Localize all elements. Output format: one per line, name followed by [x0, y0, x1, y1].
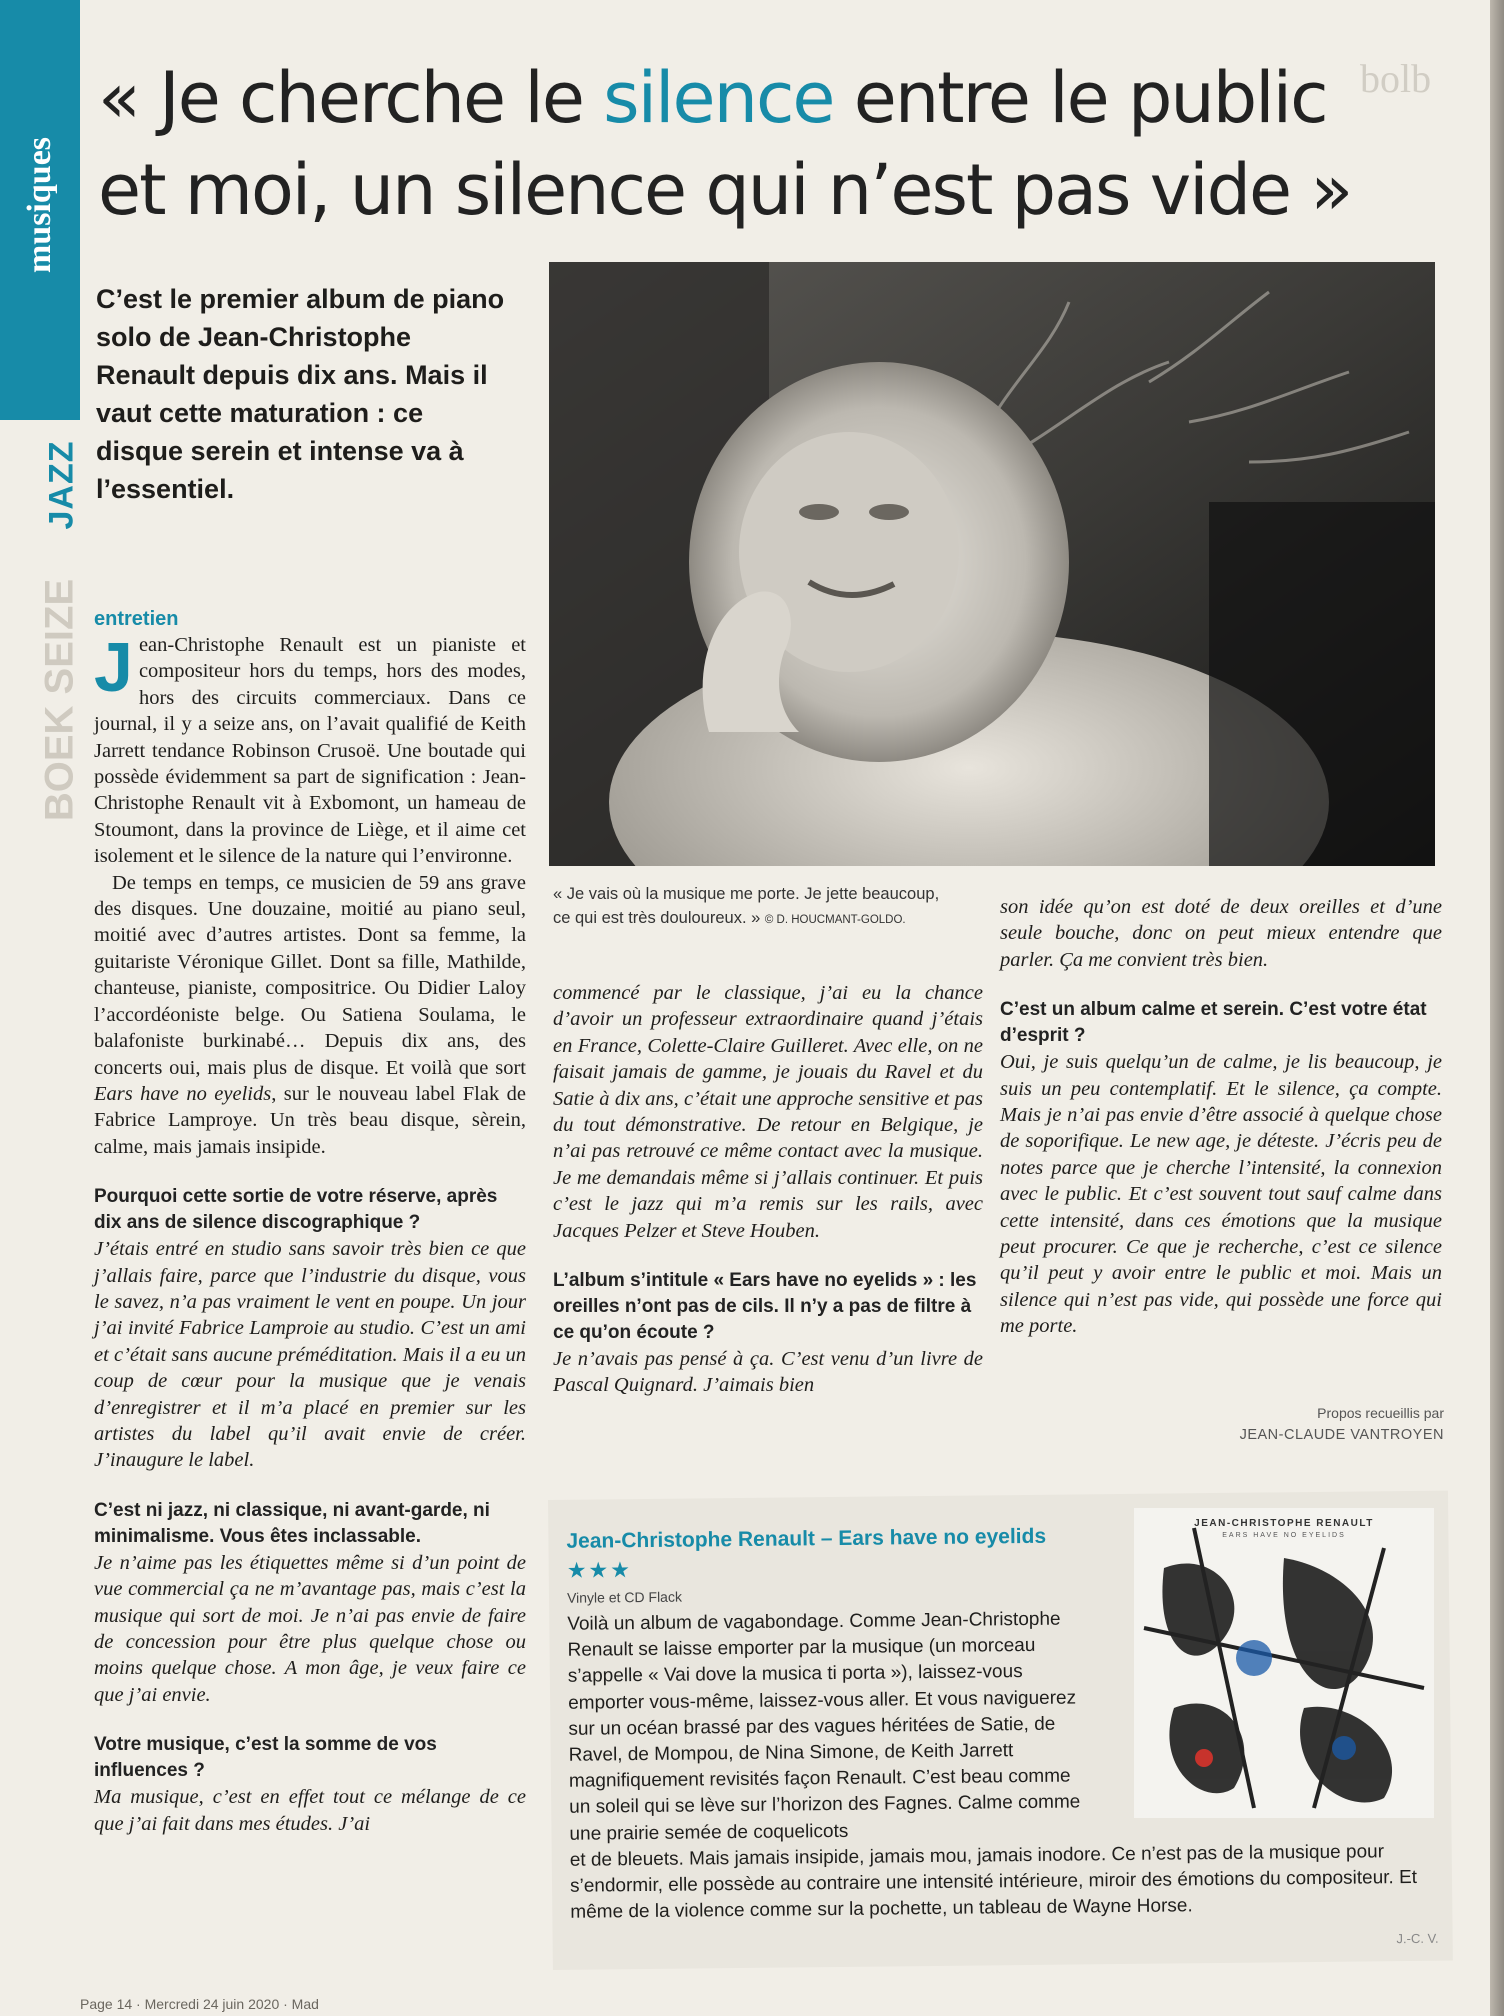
cover-album-title: EARS HAVE NO EYELIDS — [1222, 1532, 1346, 1539]
review-title: Jean-Christophe Renault – Ears have no eyelids — [566, 1524, 1047, 1553]
paragraph-text: ean-Christophe Renault est un pianiste et compositeur hors du temps, hors des modes, hors des circuits commerciaux. Dans ce journal, il y a seize ans, on l’avait qualifié de Keith Jarrett tendance Robinson Crusoë. Une boutade qui possède évidemment sa part de signification : Jean-Christophe Renault vit à Exbomont, un hameau de Stoumont, dans la province de Liège, et il aime cet isolement et le silence de la nature qui l’environne. — [94, 634, 526, 868]
cover-painting — [1134, 1508, 1434, 1818]
article-paragraph — [94, 628, 526, 870]
interview-question: Pourquoi cette sortie de votre réserve, après dix ans de silence discographique ? — [94, 1186, 498, 1234]
drop-cap: J — [94, 628, 133, 706]
headline — [98, 52, 1438, 236]
article-column-2 — [553, 980, 983, 1399]
interview-answer: Ma musique, c’est en effet tout ce mélange de ce que j’ai fait dans mes études. J’ai — [94, 1786, 526, 1835]
review-text-part: Voilà un album de vagabondage. Comme Jean-Christophe Renault se laisse emporter par la musique (un morceau s’appelle « Vai dove la musica ti porta »), laissez-vous emporter vous-même, laissez-vous aller. Et vous naviguerez sur un océan brassé par des vagues héritées de Satie, de Ravel, de Mompou, de Nina Simone, de Keith Jarrett magnifiquement revisités façon Renault. C’est beau comme un soleil qui se lève sur l’horizon des Fagnes. Calme comme une prairie semée de coquelicots — [567, 1608, 1081, 1845]
paragraph-text: , sur le nouveau label Flak de Fabrice Lamproye. Un très beau disque, sèrein, calme, mais jamais insipide. — [94, 1082, 527, 1158]
interview-question: L’album s’intitule « Ears have no eyelids » : les oreilles n’ont pas de cils. Il n’y a pas de filtre à ce qu’on écoute ? — [553, 1270, 977, 1344]
interview-answer: son idée qu’on est doté de deux oreilles et d’une seule bouche, donc on peut mieux entendre que parler. Ça me convient très bien. — [1000, 896, 1442, 971]
photo-credit: © D. HOUCMANT-GOLDO. — [764, 914, 906, 926]
album-cover — [1134, 1508, 1434, 1818]
interview-answer: J’étais entré en studio sans savoir très bien ce que j’allais faire, parce que l’industrie du disque, vous le savez, n’a pas vraiment le vent en poupe. Un jour j’ai invité Fabrice Lamproie au studio. C’est un ami et c’était sans aucune préméditation. Mais il a eu un coup de cœur pour la musique que je venais d’enregistrer et il m’a placé en premier sur les artistes du label qu’il avait envie de créer. J’inaugure le label. — [94, 1238, 526, 1472]
bleed-through-text — [30, 560, 90, 840]
article-column-1 — [94, 606, 526, 1837]
headline-part: entre le public — [833, 57, 1327, 139]
category-label-text: JAZZ — [42, 440, 81, 530]
page-footer: Page 14 · Mercredi 24 juin 2020 · Mad — [80, 1996, 319, 2012]
article-paragraph — [94, 870, 526, 1160]
bleed-through-text-inner: BOEK SEIZE — [37, 578, 82, 822]
photo-caption — [553, 882, 943, 932]
byline — [1000, 1402, 1444, 1446]
page-edge — [1490, 0, 1504, 2016]
review-format: Vinyle et CD Flack — [566, 1588, 683, 1606]
photo-caption-text: « Je vais où la musique me porte. Je jette beaucoup, ce qui est très douloureux. » — [553, 885, 940, 927]
byline-name: JEAN-CLAUDE VANTROYEN — [1239, 1427, 1444, 1443]
headline-accent: silence — [603, 57, 834, 139]
interview-answer: Je n’avais pas pensé à ça. C’est venu d’un livre de Pascal Quignard. J’aimais bien — [553, 1348, 983, 1397]
rating-stars: ★★★ — [566, 1557, 633, 1583]
interview-answer: Oui, je suis quelqu’un de calme, je lis beaucoup, je suis un peu contemplatif. Et le silence, ça compte. Mais je n’ai pas envie d’être associé à quelque chose de soporifique. Le new age, je déteste. J’écris peu de notes parce que je cherche l’intensité, la connexion avec le public. Et c’est souvent tout sauf calme dans cette intensité, dans ces émotions que la musique peut procurer. Ce que je recherche, c’est ce silence qu’il peut y avoir entre le public et moi. Mais un silence qui n’est pas vide, qui possède une force qui me porte. — [1000, 1051, 1442, 1338]
interview-question: C’est ni jazz, ni classique, ni avant-garde, ni minimalisme. Vous êtes inclassable. — [94, 1499, 490, 1547]
interview-question: C’est un album calme et serein. C’est votre état d’esprit ? — [1000, 999, 1427, 1047]
kicker: entretien — [94, 608, 179, 630]
portrait-illustration — [549, 262, 1435, 866]
interview-question: Votre musique, c’est la somme de vos influences ? — [94, 1734, 437, 1782]
article-column-3 — [1000, 894, 1442, 1340]
review-signature: J.-C. V. — [1396, 1930, 1439, 1947]
portrait-photo — [549, 262, 1435, 866]
bleed-through-top: bolb — [1360, 56, 1432, 101]
category-label — [42, 430, 82, 540]
paragraph-text: De temps en temps, ce musicien de 59 ans grave des disques. Une douzaine, moitié au piano seul, moitié avec d’autres artistes. Dont sa femme, la guitariste Véronique Gillet. Dont sa fille, Mathilde, chanteuse, pianiste, compositrice. Ou Didier Laloy l’accordéoniste belge. Ou Satiena Soulama, le balafoniste burkinabé… Depuis dix ans, des concerts oui, mais plus de disque. Et voilà que sort — [94, 871, 526, 1079]
cover-artist: JEAN-CHRISTOPHE RENAULT — [1194, 1518, 1374, 1529]
interview-answer: commencé par le classique, j’ai eu la chance d’avoir un professeur extraordinaire quand j’étais en France, Colette-Claire Guilleret. Avec elle, on ne faisait jamais de gamme, je jouais du Ravel et du Satie à dix ans, c’était une approche sensitive et pas du tout démonstrative. De retour en Belgique, je n’ai pas retrouvé ce même contact avec la musique. Je me demandais même si j’allais continuer. Et puis c’est le jazz qui m’a remis sur les rails, avec Jacques Pelzer et Steve Houben. — [553, 982, 983, 1242]
section-label — [14, 110, 66, 300]
byline-label: Propos recueillis par — [1317, 1405, 1444, 1421]
album-title: Ears have no eyelids — [94, 1082, 272, 1105]
section-band — [0, 0, 80, 420]
interview-answer: Je n’aime pas les étiquettes même si d’un point de vue commercial ça ne m’avantage pas, mais c’est la musique qui sort de moi. Je n’ai pas envie de faire de concession pour être plus quelque chose ou moins quelque chose. A mon âge, je veux faire ce que j’ai envie. — [94, 1551, 526, 1706]
headline-part: « Je cherche le — [98, 57, 604, 139]
headline-line-2: et moi, un silence qui n’est pas vide » — [98, 149, 1352, 231]
section-label-text: musiques — [21, 136, 58, 274]
intro-lede: C’est le premier album de piano solo de Jean-Christophe Renault depuis dix ans. Mais il vaut cette maturation : ce disque serein et intense va à l’essentiel. — [96, 284, 505, 504]
review-text-part: et de bleuets. Mais jamais insipide, jamais mou, jamais inodore. Ce n’est pas de la musique pour s’endormir, elle possède au contraire une intensité intérieure, miroir des émotions du compositeur. Et même de la violence comme sur la pochette, un tableau de Wayne Horse. — [569, 1841, 1418, 1924]
